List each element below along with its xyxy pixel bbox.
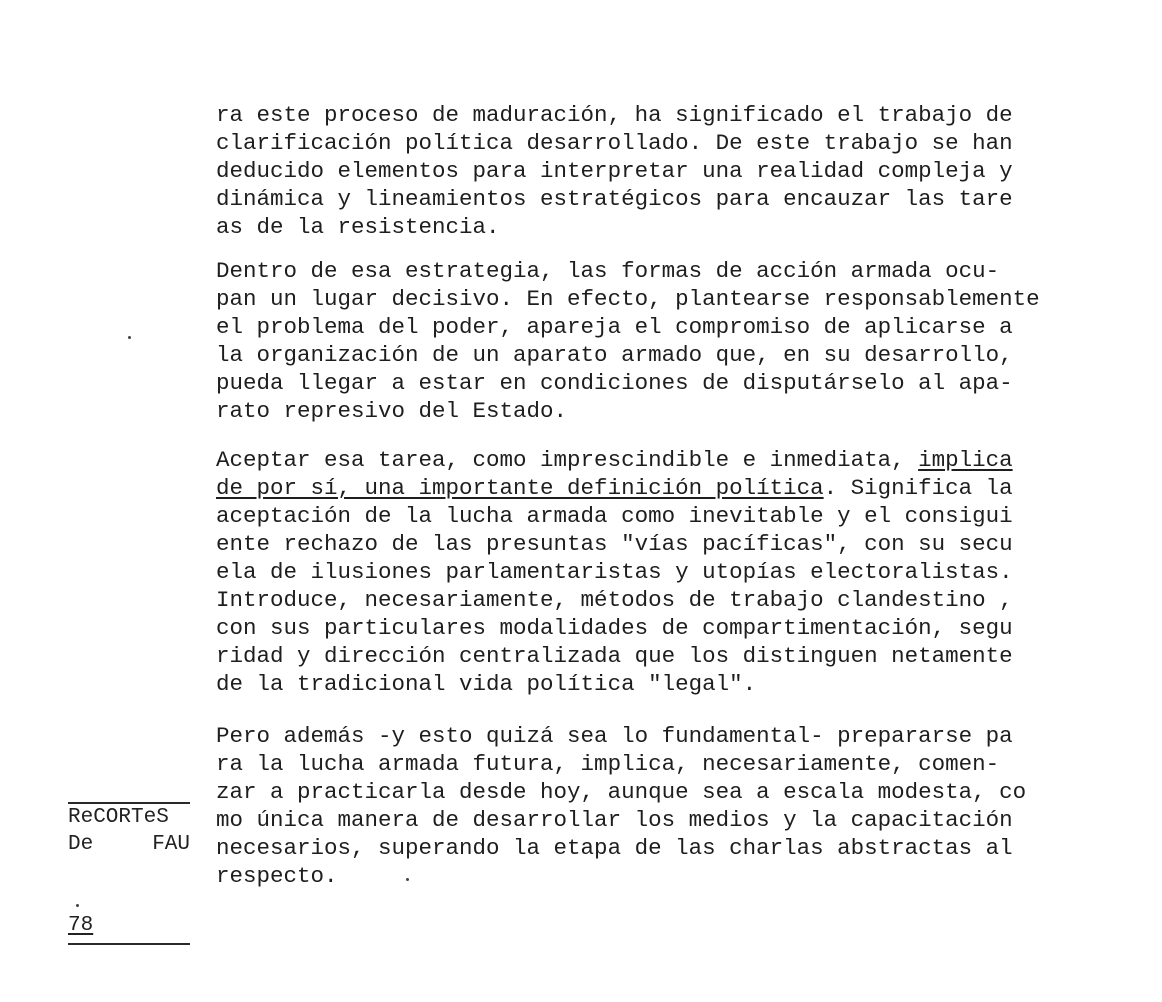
paragraph-3: [216, 446, 1096, 698]
ink-speck: [76, 904, 79, 907]
paragraph-4: [216, 722, 1096, 890]
text-line: rato represivo del Estado.: [216, 398, 568, 424]
text-line: ela de ilusiones parlamentaristas y utopías electoralistas.: [216, 559, 1013, 585]
ink-speck: [128, 336, 131, 339]
text-line: ente rechazo de las presuntas "vías pacíficas", con su secu: [216, 531, 1013, 557]
paragraph-2: [216, 257, 1096, 425]
text-line: [216, 474, 1096, 502]
text-line: pan un lugar decisivo. En efecto, plantearse responsablemente: [216, 286, 1040, 312]
text-line: mo única manera de desarrollar los medios y la capacitación: [216, 807, 1013, 833]
text-line: de la tradicional vida política "legal".: [216, 671, 757, 697]
stamp-number: 78: [68, 912, 190, 945]
text-line: dinámica y lineamientos estratégicos para encauzar las tare: [216, 186, 1013, 212]
text-line: Dentro de esa estrategia, las formas de acción armada ocu-: [216, 258, 1000, 284]
text-line: necesarios, superando la etapa de las charlas abstractas al: [216, 835, 1013, 861]
text-segment: . Significa la: [823, 475, 1013, 501]
stamp-left-text: De: [68, 833, 94, 856]
text-line: ra la lucha armada futura, implica, necesariamente, comen-: [216, 751, 1000, 777]
underlined-text: de por sí, una importante definición política: [216, 475, 824, 501]
text-line: ridad y dirección centralizada que los distinguen netamente: [216, 643, 1013, 669]
stamp-right-text: FAU: [152, 833, 190, 856]
stamp-row: [68, 831, 190, 858]
ink-speck: [406, 878, 409, 881]
text-line: pueda llegar a estar en condiciones de disputárselo al apa-: [216, 370, 1013, 396]
underlined-text: implica: [918, 447, 1013, 473]
text-line: el problema del poder, apareja el compromiso de aplicarse a: [216, 314, 1013, 340]
text-line: la organización de un aparato armado que, en su desarrollo,: [216, 342, 1013, 368]
text-line: as de la resistencia.: [216, 214, 500, 240]
paragraph-1: [216, 101, 1096, 241]
text-line: clarificación política desarrollado. De este trabajo se han: [216, 130, 1013, 156]
stamp-number-row: [68, 858, 190, 937]
text-line: ra este proceso de maduración, ha significado el trabajo de: [216, 102, 1013, 128]
text-line: Pero además -y esto quizá sea lo fundamental- prepararse pa: [216, 723, 1013, 749]
text-line: respecto.: [216, 863, 338, 889]
text-line: Introduce, necesariamente, métodos de trabajo clandestino ,: [216, 587, 1013, 613]
text-segment: Aceptar esa tarea, como imprescindible e inmediata,: [216, 447, 919, 473]
text-line: con sus particulares modalidades de compartimentación, segu: [216, 615, 1013, 641]
text-line: deducido elementos para interpretar una realidad compleja y: [216, 158, 1013, 184]
margin-stamp: [68, 802, 190, 937]
text-line: [216, 446, 1096, 474]
text-line: aceptación de la lucha armada como inevitable y el consigui: [216, 503, 1013, 529]
stamp-title: ReCORTeS: [68, 806, 169, 829]
text-line: zar a practicarla desde hoy, aunque sea a escala modesta, co: [216, 779, 1027, 805]
